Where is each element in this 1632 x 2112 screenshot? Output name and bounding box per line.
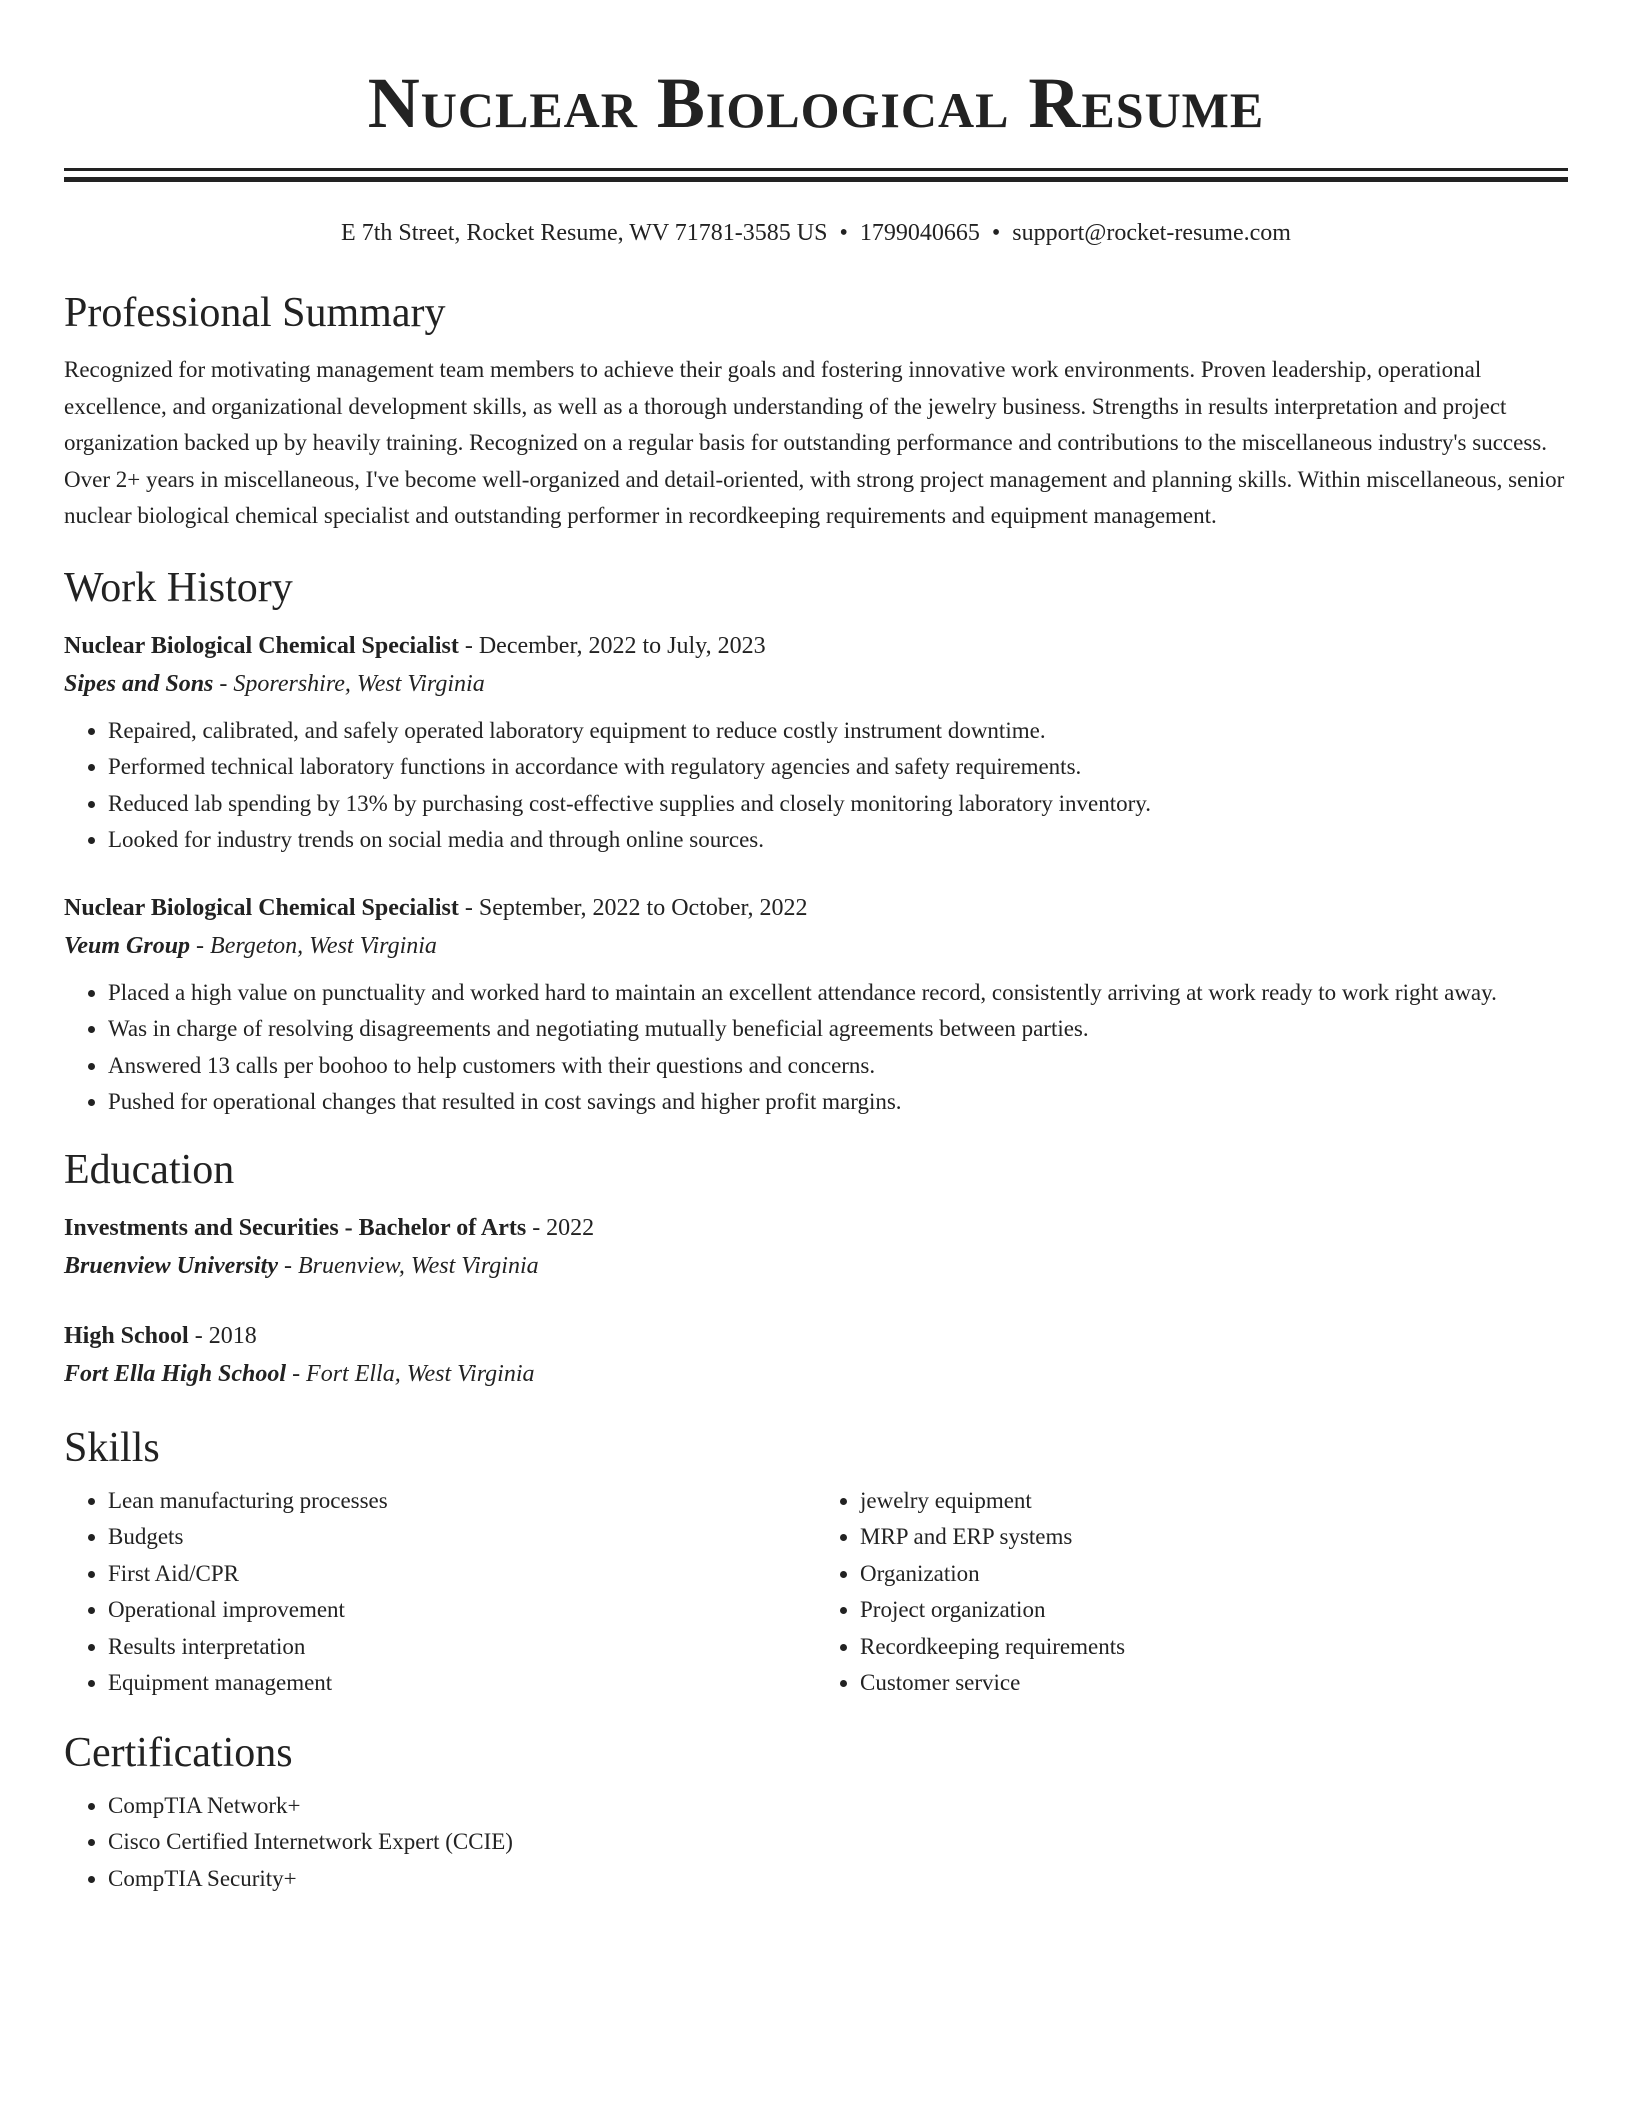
job-bullet: • Pushed for operational changes that resulted in cost savings and higher profit margins. [108,1084,1568,1121]
skills-list-right [816,1483,1568,1702]
company-name: Veum Group [64,932,191,959]
skills-section [64,1423,1568,1702]
job-entry [64,889,1568,1121]
school-line [64,1355,1568,1393]
degree-year: - 2018 [188,1322,257,1349]
job-bullet: • Repaired, calibrated, and safely operated laboratory equipment to reduce costly instrument downtime. [108,713,1568,750]
professional-summary-section [64,288,1568,535]
title-divider-bottom [64,177,1568,182]
certifications-section [64,1728,1568,1898]
skill-item: • Project organization [860,1592,1568,1629]
company-location: - Bergeton, West Virginia [190,932,437,959]
job-bullets [64,975,1568,1121]
job-title: Nuclear Biological Chemical Specialist [64,632,459,659]
section-heading-certifications: Certifications [64,1729,293,1776]
certification-item: • CompTIA Network+ [108,1788,1568,1825]
job-title-line [64,627,1568,665]
certification-item: • CompTIA Security+ [108,1861,1568,1898]
summary-text: Recognized for motivating management team members to achieve their goals and fostering innovative work environments. Proven leadership, operational excellence, and organizational development skills, as well as a thorough understanding of the jewelry business. Strengths in results interpretation and project organization backed up by heavily training. Recognized on a regular basis for outstanding performance and contributions to the miscellaneous industry's success. Over 2+ years in miscellaneous, I've become well-organized and detail-oriented, with strong project management and planning skills. Within miscellaneous, senior nuclear biological chemical specialist and outstanding performer in recordkeeping requirements and equipment management. [64,357,1565,528]
company-line [64,665,1568,703]
contact-phone: 1799040665 [859,220,980,246]
contact-separator: • [991,220,1001,246]
job-bullets [64,713,1568,859]
school-name: Bruenview University [64,1252,278,1279]
school-line [64,1247,1568,1285]
company-name: Sipes and Sons [64,670,214,697]
skill-item: • Organization [860,1556,1568,1593]
company-location: - Sporershire, West Virginia [213,670,485,697]
skill-item: • jewelry equipment [860,1483,1568,1520]
job-dates: - December, 2022 to July, 2023 [458,632,766,659]
school-location: - Fort Ella, West Virginia [286,1360,535,1387]
degree-name: Investments and Securities - Bachelor of Arts [64,1214,527,1241]
job-bullet: • Reduced lab spending by 13% by purchasing cost-effective supplies and closely monitoring laboratory inventory. [108,786,1568,823]
skill-item: • MRP and ERP systems [860,1519,1568,1556]
section-heading-skills: Skills [64,1424,160,1471]
education-section [64,1145,1568,1393]
degree-year: - 2022 [526,1214,595,1241]
work-history-section [64,563,1568,1121]
resume-page [64,0,1568,1897]
degree-name: High School [64,1322,189,1349]
skill-item: • Operational improvement [108,1592,816,1629]
school-name: Fort Ella High School [64,1360,287,1387]
title-divider-top [64,168,1568,171]
job-entry [64,627,1568,859]
job-dates: - September, 2022 to October, 2022 [458,894,808,921]
skill-item: • First Aid/CPR [108,1556,816,1593]
contact-address: E 7th Street, Rocket Resume, WV 71781-3585 US [341,220,828,246]
contact-line [64,218,1568,248]
job-bullet: • Was in charge of resolving disagreements and negotiating mutually beneficial agreements between parties. [108,1011,1568,1048]
education-entry [64,1317,1568,1393]
certification-item: • Cisco Certified Internetwork Expert (CCIE) [108,1824,1568,1861]
company-line [64,927,1568,965]
degree-line [64,1317,1568,1355]
job-bullet: • Answered 13 calls per boohoo to help customers with their questions and concerns. [108,1048,1568,1085]
section-heading-work: Work History [64,564,293,611]
resume-title: Nuclear Biological Resume [367,63,1265,143]
school-location: - Bruenview, West Virginia [278,1252,539,1279]
skills-list-left [64,1483,816,1702]
section-heading-education: Education [64,1146,235,1193]
skill-item: • Equipment management [108,1665,816,1702]
job-bullet: • Placed a high value on punctuality and worked hard to maintain an excellent attendance record, consistently arriving at work ready to work right away. [108,975,1568,1012]
degree-line [64,1209,1568,1247]
job-title: Nuclear Biological Chemical Specialist [64,894,459,921]
job-bullet: • Looked for industry trends on social media and through online sources. [108,822,1568,859]
skills-columns [64,1483,1568,1702]
contact-email: support@rocket-resume.com [1012,220,1291,246]
job-bullet: • Performed technical laboratory functions in accordance with regulatory agencies and safety requirements. [108,749,1568,786]
skill-item: • Budgets [108,1519,816,1556]
contact-separator: • [839,220,848,246]
certifications-list [64,1788,1568,1898]
job-title-line [64,889,1568,927]
skill-item: • Results interpretation [108,1629,816,1666]
skill-item: • Customer service [860,1665,1568,1702]
skill-item: • Lean manufacturing processes [108,1483,816,1520]
skill-item: • Recordkeeping requirements [860,1629,1568,1666]
education-entry [64,1209,1568,1285]
section-heading-summary: Professional Summary [64,290,446,336]
